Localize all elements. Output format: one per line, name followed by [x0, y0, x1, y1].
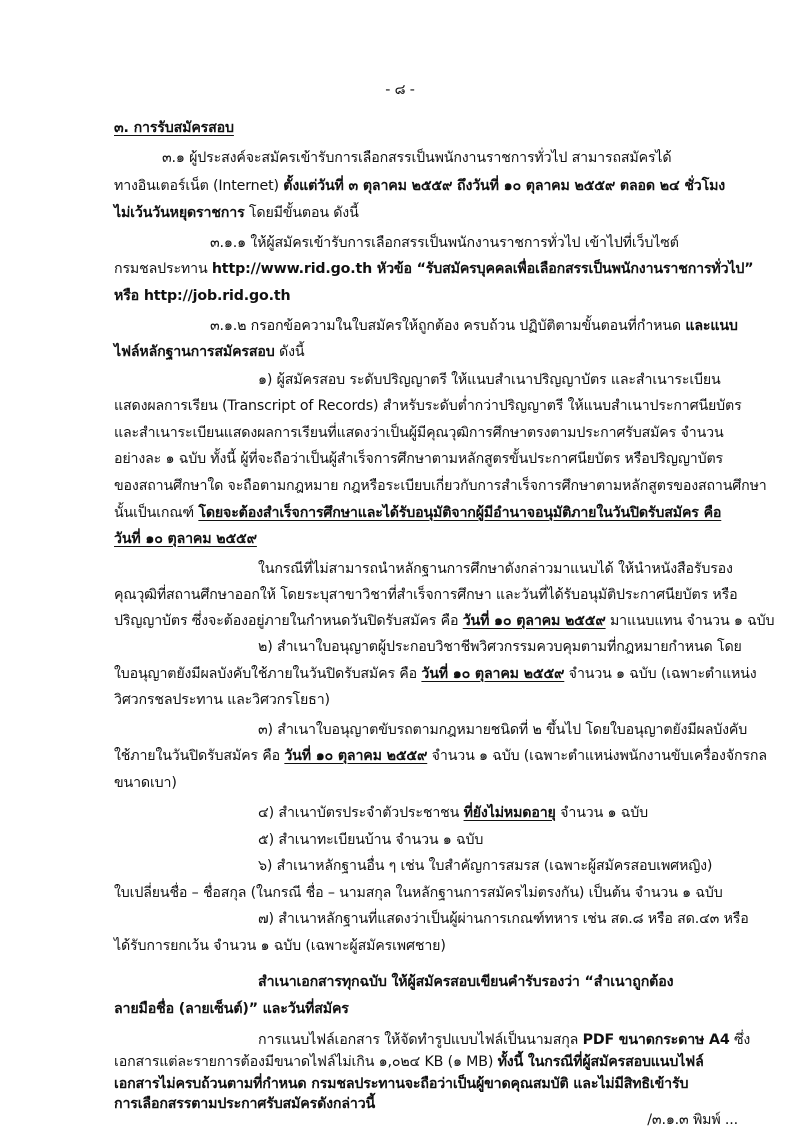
attach-line-1: การแนบไฟล์เอกสาร ให้จัดทำรูปแบบไฟล์เป็นนามสกุล PDF ขนาดกระดาษ A4 ซึ่ง: [258, 1032, 751, 1048]
item-1-note-line-3: ปริญญาบัตร ซึ่งจะต้องอยู่ภายในกำหนดวันปิดรับสมัคร คือ วันที่ ๑๐ ตุลาคม ๒๕๕๙ มาแนบแทน จำนวน ๑ ฉบับ: [114, 613, 775, 629]
application-period: ตั้งแต่วันที่ ๓ ตุลาคม ๒๕๕๙ ถึงวันที่ ๑๐ ตุลาคม ๒๕๕๙ ตลอด ๒๔ ชั่วโมง: [283, 178, 726, 194]
para-3-1-line-3: ไม่เว้นวันหยุดราชการ โดยมีขั้นตอน ดังนี้: [114, 205, 359, 221]
item-7-line-1: ๗) สำเนาหลักฐานที่แสดงว่าเป็นผู้ผ่านการเกณฑ์ทหาร เช่น สด.๘ หรือ สด.๔๓ หรือ: [258, 911, 749, 927]
para-3-1-1-line-1: ๓.๑.๑ ให้ผู้สมัครเข้ารับการเลือกสรรเป็นพนักงานราชการทั่วไป เข้าไปที่เว็บไซต์: [210, 235, 679, 251]
para-3-1-line-1: ๓.๑ ผู้ประสงค์จะสมัครเข้ารับการเลือกสรรเป็นพนักงานราชการทั่วไป สามารถสมัครได้: [162, 150, 672, 166]
item-3-line-2: ใช้ภายในวันปิดรับสมัคร คือ วันที่ ๑๐ ตุลาคม ๒๕๕๙ จำนวน ๑ ฉบับ (เฉพาะตำแหน่งพนักงานขับเครื่องจักรกล: [114, 748, 767, 764]
item-1-line-5: ของสถานศึกษาใด จะถือตามกฎหมาย กฎหรือระเบียบเกี่ยวกับการสำเร็จการศึกษาตามหลักสูตรของสถานศึกษา: [114, 478, 767, 494]
page-number: - ๘ -: [385, 82, 415, 98]
para-3-1-2-line-1: ๓.๑.๒ กรอกข้อความในใบสมัครให้ถูกต้อง ครบถ้วน ปฏิบัติตามขั้นตอนที่กำหนด และแนบ: [210, 318, 738, 334]
item-1-line-4: อย่างละ ๑ ฉบับ ทั้งนี้ ผู้ที่จะถือว่าเป็นผู้สำเร็จการศึกษาตามหลักสูตรขั้นประกาศนียบัตร หรือปริญญาบัตร: [114, 451, 723, 467]
para-3-1-2-line-2: ไฟล์หลักฐานการสมัครสอบ ดังนี้: [114, 344, 305, 360]
item-6-line-2: ใบเปลี่ยนชื่อ – ชื่อสกุล (ในกรณี ชื่อ – นามสกุล ในหลักฐานการสมัครไม่ตรงกัน) เป็นต้น จำนวน ๑ ฉบับ: [114, 885, 723, 901]
item-2-line-3: วิศวกรชลประทาน และวิศวกรโยธา): [114, 692, 330, 708]
item-1-line-7: วันที่ ๑๐ ตุลาคม ๒๕๕๙: [114, 531, 257, 547]
item-6-line-1: ๖) สำเนาหลักฐานอื่น ๆ เช่น ใบสำคัญการสมรส (เฉพาะผู้สมัครสอบเพศหญิง): [258, 858, 713, 874]
para-3-1-1-line-2: กรมชลประทาน http://www.rid.go.th หัวข้อ “รับสมัครบุคคลเพื่อเลือกสรรเป็นพนักงานราชการทั่วไป”: [114, 261, 754, 277]
certify-line-2: ลายมือชื่อ (ลายเซ็นต์)” และวันที่สมัคร: [114, 1001, 349, 1017]
continuation-note: /๓.๑.๓ พิมพ์ ...: [647, 1112, 738, 1128]
item-7-line-2: ได้รับการยกเว้น จำนวน ๑ ฉบับ (เฉพาะผู้สมัครเพศชาย): [114, 938, 446, 954]
certify-line-1: สำเนาเอกสารทุกฉบับ ให้ผู้สมัครสอบเขียนคำรับรองว่า “สำเนาถูกต้อง: [258, 974, 674, 990]
item-5: ๕) สำเนาทะเบียนบ้าน จำนวน ๑ ฉบับ: [258, 832, 484, 848]
item-1-line-2: แสดงผลการเรียน (Transcript of Records) สำหรับระดับต่ำกว่าปริญญาตรี ให้แนบสำเนาประกาศนียบัตร: [114, 398, 742, 414]
attach-line-4: การเลือกสรรตามประกาศรับสมัครดังกล่าวนี้: [114, 1096, 376, 1112]
item-1-line-6: นั้นเป็นเกณฑ์ โดยจะต้องสำเร็จการศึกษาและได้รับอนุมัติจากผู้มีอำนาจอนุมัติภายในวันปิดรับสมัคร คือ: [114, 505, 722, 521]
section-heading: ๓. การรับสมัครสอบ: [114, 120, 234, 136]
item-1-line-1: ๑) ผู้สมัครสอบ ระดับปริญญาตรี ให้แนบสำเนาปริญญาบัตร และสำเนาระเบียน: [258, 372, 721, 388]
item-1-note-line-1: ในกรณีที่ไม่สามารถนำหลักฐานการศึกษาดังกล่าวมาแนบได้ ให้นำหนังสือรับรอง: [258, 561, 733, 577]
item-3-line-1: ๓) สำเนาใบอนุญาตขับรถตามกฎหมายชนิดที่ ๒ ขึ้นไป โดยใบอนุญาตยังมีผลบังคับ: [258, 722, 748, 738]
item-1-note-line-2: คุณวุฒิที่สถานศึกษาออกให้ โดยระบุสาขาวิชาที่สำเร็จการศึกษา และวันที่ได้รับอนุมัติประกาศนียบัตร หรือ: [114, 587, 738, 603]
item-3-line-3: ขนาดเบา): [114, 775, 177, 791]
job-website-link[interactable]: หรือ http://job.rid.go.th: [114, 288, 291, 304]
attach-line-3: เอกสารไม่ครบถ้วนตามที่กำหนด กรมชลประทานจะถือว่าเป็นผู้ขาดคุณสมบัติ และไม่มีสิทธิเข้ารับ: [114, 1076, 689, 1092]
item-2-line-1: ๒) สำเนาใบอนุญาตผู้ประกอบวิชาชีพวิศวกรรมควบคุมตามที่กฎหมายกำหนด โดย: [258, 639, 742, 655]
attach-line-2: เอกสารแต่ละรายการต้องมีขนาดไฟล์ไม่เกิน ๑,๐๒๔ KB (๑ MB) ทั้งนี้ ในกรณีที่ผู้สมัครสอบแนบไฟล์: [114, 1054, 704, 1070]
item-4: ๔) สำเนาบัตรประจำตัวประชาชน ที่ยังไม่หมดอายุ จำนวน ๑ ฉบับ: [258, 805, 648, 821]
item-2-line-2: ใบอนุญาตยังมีผลบังคับใช้ภายในวันปิดรับสมัคร คือ วันที่ ๑๐ ตุลาคม ๒๕๕๙ จำนวน ๑ ฉบับ (เฉพาะตำแหน่ง: [114, 666, 757, 682]
item-1-line-3: และสำเนาระเบียนแสดงผลการเรียนที่แสดงว่าเป็นผู้มีคุณวุฒิการศึกษาตรงตามประกาศรับสมัคร จำนวน: [114, 425, 724, 441]
website-link[interactable]: http://www.rid.go.th หัวข้อ “รับสมัครบุคคลเพื่อเลือกสรรเป็นพนักงานราชการทั่วไป”: [211, 261, 754, 277]
para-3-1-line-2: ทางอินเตอร์เน็ต (Internet) ตั้งแต่วันที่ ๓ ตุลาคม ๒๕๕๙ ถึงวันที่ ๑๐ ตุลาคม ๒๕๕๙ ตลอด ๒๔ ชั่วโมง: [114, 178, 726, 194]
